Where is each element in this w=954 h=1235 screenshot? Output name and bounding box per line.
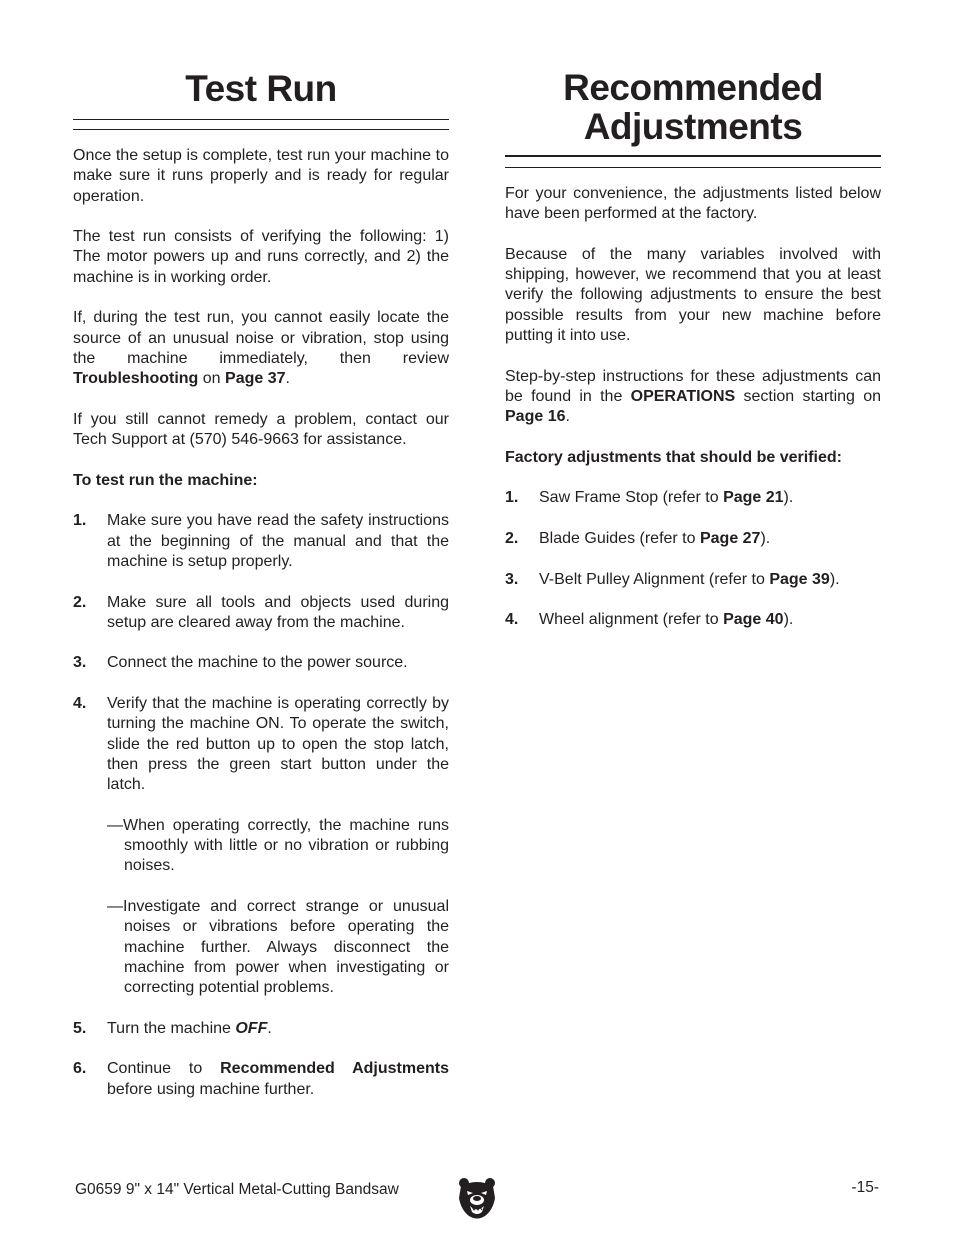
step-number: 1. xyxy=(73,512,87,530)
page-ref: Page 27 xyxy=(699,530,761,548)
paragraph: The test run consists of verifying the following: 1) The motor powers up and runs correctly, and 2) the machine is in working order. xyxy=(73,228,449,286)
page-ref: Page 16 xyxy=(505,408,566,426)
verify-lead: Factory adjustments that should be verified: xyxy=(505,448,842,466)
footer-model: G0659 9" x 14" Vertical Metal-Cutting Bandsaw xyxy=(75,1181,399,1198)
list-item xyxy=(73,1059,449,1100)
page-number: -15- xyxy=(851,1179,879,1196)
page-ref: Page 39 xyxy=(769,570,830,588)
item-text: ). xyxy=(760,530,771,548)
test-run-body xyxy=(73,146,449,1120)
troubleshooting-ref: Troubleshooting xyxy=(73,370,199,388)
text: . xyxy=(285,370,290,388)
item-number: 1. xyxy=(505,489,519,507)
item-text: Blade Guides (refer to xyxy=(539,530,700,548)
list-item xyxy=(73,653,449,673)
page-ref: Page 21 xyxy=(723,489,784,507)
item-text: Wheel alignment (refer to xyxy=(539,611,724,629)
list-item xyxy=(505,529,881,549)
step-text: Make sure all tools and objects used during setup are cleared away from the machine. xyxy=(107,593,449,631)
recommended-adjustments-ref: Recommended Adjustments xyxy=(220,1060,449,1078)
list-item xyxy=(505,488,881,508)
list-item xyxy=(505,570,881,590)
item-text: ). xyxy=(783,489,794,507)
page-ref: Page 37 xyxy=(225,370,286,388)
item-number: 4. xyxy=(505,611,519,629)
title-line: Adjustments xyxy=(583,106,803,147)
adjustments-body xyxy=(505,184,881,651)
dash-note: —When operating correctly, the machine runs smoothly with little or no vibration or rubbing noises. xyxy=(107,816,449,875)
step-number: 2. xyxy=(73,593,87,611)
paragraph xyxy=(73,308,449,389)
section-title-test-run: Test Run xyxy=(185,68,337,109)
list-item xyxy=(505,610,881,630)
step-number: 5. xyxy=(73,1019,87,1037)
title-rule-top xyxy=(73,119,449,120)
operations-ref: OPERATIONS xyxy=(630,387,736,405)
step-number: 6. xyxy=(73,1060,87,1078)
step-text: Verify that the machine is operating correctly by turning the machine ON. To operate the switch, slide the red button up to open the stop latch, then press the green start button under the latch. xyxy=(107,695,449,794)
test-run-steps xyxy=(73,511,449,1100)
procedure-lead: To test run the machine: xyxy=(73,471,258,489)
dash-note: —Investigate and correct strange or unusual noises or vibrations before operating the machine further. Always disconnect the machine from power when investigating or correcting potential problems. xyxy=(107,897,449,997)
title-rule-bottom xyxy=(505,167,881,168)
title-rule-bottom xyxy=(73,129,449,130)
list-item xyxy=(73,593,449,634)
paragraph: For your convenience, the adjustments listed below have been performed at the factory. xyxy=(505,185,881,223)
step-text: before using machine further. xyxy=(107,1080,315,1098)
off-emphasis: OFF xyxy=(235,1019,268,1037)
item-number: 3. xyxy=(505,570,519,588)
text: If, during the test run, you cannot easily locate the source of an unusual noise or vibration, stop using the machine immediately, then review xyxy=(73,309,449,367)
step-number: 3. xyxy=(73,654,87,672)
section-title-recommended-adjustments xyxy=(505,68,881,146)
paragraph: If you still cannot remedy a problem, contact our Tech Support at (570) 546-9663 for assistance. xyxy=(73,410,449,449)
step-number: 4. xyxy=(73,695,87,713)
item-text: ). xyxy=(829,570,840,588)
bear-head-logo-icon xyxy=(457,1176,497,1220)
step-text: Turn the machine xyxy=(107,1019,236,1037)
text: . xyxy=(565,408,570,426)
step-text: . xyxy=(267,1019,272,1037)
text: Step-by-step instructions for these adjustments can be found in the xyxy=(505,367,881,405)
page-ref: Page 40 xyxy=(723,611,784,629)
step-text: Continue to xyxy=(107,1060,221,1078)
item-number: 2. xyxy=(505,530,519,548)
paragraph: Because of the many variables involved with shipping, however, we recommend that you at least verify the following adjustments to ensure the best possible results from your new machine before putting it into use. xyxy=(505,245,881,345)
item-text: Saw Frame Stop (refer to xyxy=(539,489,724,507)
paragraph: Once the setup is complete, test run your machine to make sure it runs properly and is ready for regular operation. xyxy=(73,147,449,205)
paragraph xyxy=(505,367,881,428)
list-item xyxy=(73,511,449,572)
step-text: Make sure you have read the safety instructions at the beginning of the manual and that the machine is setup properly. xyxy=(107,512,449,570)
adjustments-list xyxy=(505,488,881,630)
item-text: ). xyxy=(783,611,794,629)
item-text: V-Belt Pulley Alignment (refer to xyxy=(539,570,770,588)
list-item xyxy=(73,1019,449,1039)
title-rule-top xyxy=(505,155,881,157)
step-text: Connect the machine to the power source. xyxy=(107,654,408,672)
title-line: Recommended xyxy=(563,67,823,108)
text: on xyxy=(198,370,226,388)
text: section starting on xyxy=(735,387,882,405)
list-item xyxy=(73,694,449,998)
